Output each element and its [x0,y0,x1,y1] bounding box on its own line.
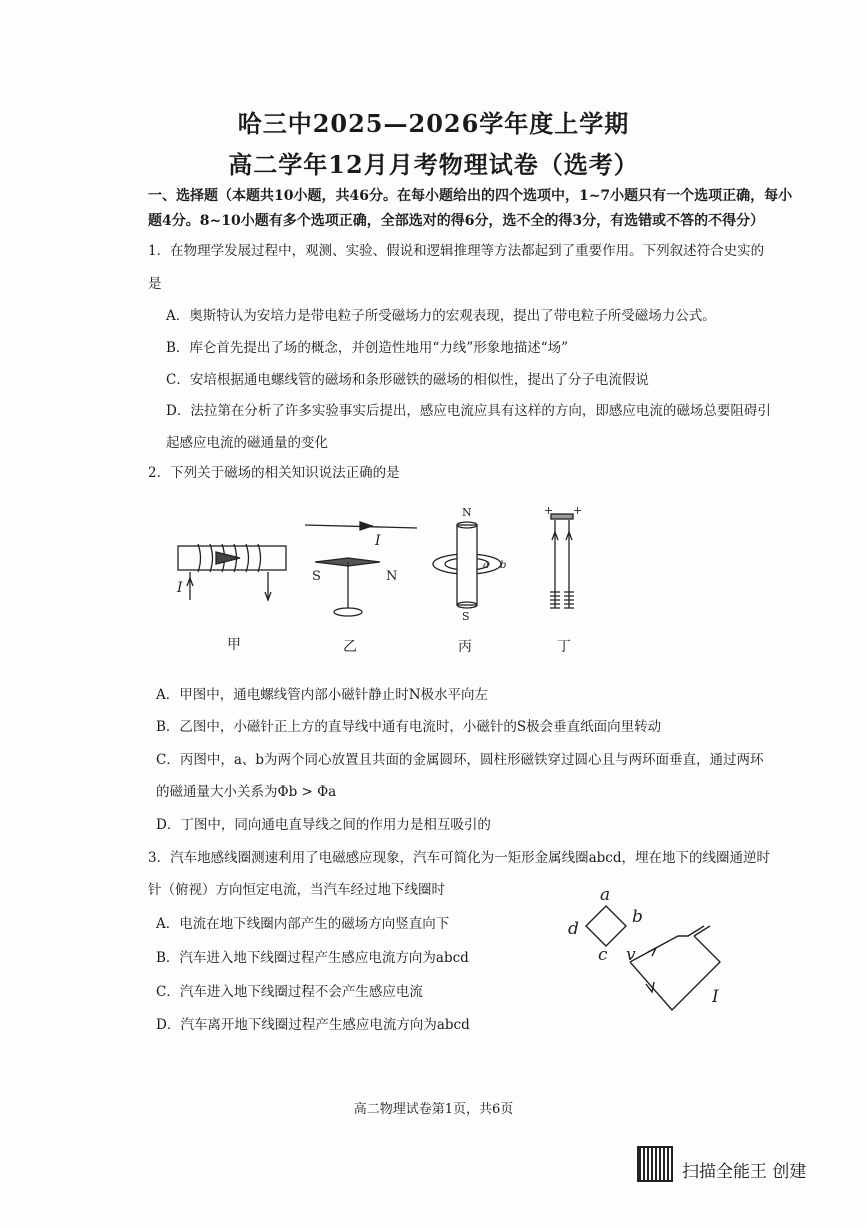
parallel-wires-figure [550,514,574,608]
q3-stem-line1: 3．汽车地感线圈测速利用了电磁感应现象，汽车可简化为一矩形金属线圈abcd，埋在地下的线圈通逆时 [148,850,770,866]
figure-label-bing: 丙 [458,639,472,655]
ring-b-label: b [500,560,507,571]
q2-option-d: D．丁图中，同向通电直导线之间的作用力是相互吸引的 [156,817,491,833]
scanner-watermark: 扫描全能王 创建 [682,1162,807,1182]
wire-plus-left: + [544,504,554,517]
solenoid-current-label: I [177,580,183,596]
q3-option-b: B．汽车进入地下线圈过程产生感应电流方向为abcd [156,950,469,966]
figure-label-yi: 乙 [343,639,357,655]
q1-option-c: C．安培根据通电螺线管的磁场和条形磁铁的磁场的相似性，提出了分子电流假说 [166,372,649,388]
wire-current-label: I [375,533,381,549]
page-footer: 高二物理试卷第1页，共6页 [353,1102,514,1117]
magnet-n-label: N [462,506,472,519]
q1-option-a: A．奥斯特认为安培力是带电粒子所受磁场力的宏观表现，提出了带电粒子所受磁场力公式。 [166,308,716,324]
ground-current-label: I [712,987,719,1007]
ring-magnet-figure [433,522,501,608]
compass-figure [305,522,417,616]
solenoid-figure [178,544,286,600]
coil-c-label: c [598,945,608,965]
q1-stem-line2: 是 [148,276,162,292]
qr-code-icon [637,1146,673,1182]
q1-option-d-line2: 起感应电流的磁通量的变化 [166,435,328,451]
q1-option-d: D．法拉第在分析了许多实验事实后提出，感应电流应具有这样的方向，即感应电流的磁场总要阻碍引 [166,403,771,419]
q2-option-c-line2: 的磁通量大小关系为Φb > Φa [156,784,337,800]
q2-option-a: A．甲图中，通电螺线管内部小磁针静止时N极水平向左 [156,687,489,703]
q3-coil-figure [560,880,760,1020]
figure-label-jia: 甲 [227,637,241,653]
section-heading-line2: 题4分。8~10小题有多个选项正确，全部选对的得6分，选不全的得3分，有选错或不答的不得分） [148,213,765,229]
ground-coil [630,926,720,1010]
exam-title-line1: 哈三中2025—2026学年度上学期 [237,109,630,138]
coil-a-label: a [600,885,611,905]
ring-a-label: a [483,560,489,571]
coil-b-label: b [632,907,643,927]
q3-option-d: D．汽车离开地下线圈过程产生感应电流方向为abcd [156,1017,470,1033]
q2-stem: 2．下列关于磁场的相关知识说法正确的是 [148,465,400,481]
coil-d-label: d [568,919,579,939]
compass-n-label: N [386,569,398,584]
car-coil [586,906,626,946]
compass-s-label: S [312,569,321,584]
section-heading-line1: 一、选择题（本题共10小题，共46分。在每小题给出的四个选项中，1~7小题只有一个选项正确，每小 [148,188,793,204]
exam-title-line2: 高二学年12月月考物理试卷（选考） [228,150,639,179]
q2-figures [170,500,790,670]
q1-option-b: B．库仑首先提出了场的概念，并创造性地用“力线”形象地描述“场” [166,340,569,356]
wire-plus-right: + [573,504,583,517]
q2-option-b: B．乙图中，小磁针正上方的直导线中通有电流时，小磁针的S极会垂直纸面向里转动 [156,719,662,735]
q3-option-a: A．电流在地下线圈内部产生的磁场方向竖直向下 [156,916,450,932]
magnet-s-label: S [462,610,470,623]
q2-option-c: C．丙图中，a、b为两个同心放置且共面的金属圆环，圆柱形磁铁穿过圆心且与两环面垂直，通过两环 [156,752,764,768]
velocity-label: v [626,945,636,965]
q1-stem-line1: 1．在物理学发展过程中，观测、实验、假说和逻辑推理等方法都起到了重要作用。下列叙述符合史实的 [148,243,765,259]
figure-label-ding: 丁 [557,639,571,655]
q3-stem-line2: 针（俯视）方向恒定电流，当汽车经过地下线圈时 [148,882,445,898]
q3-option-c: C．汽车进入地下线圈过程不会产生感应电流 [156,984,423,1000]
